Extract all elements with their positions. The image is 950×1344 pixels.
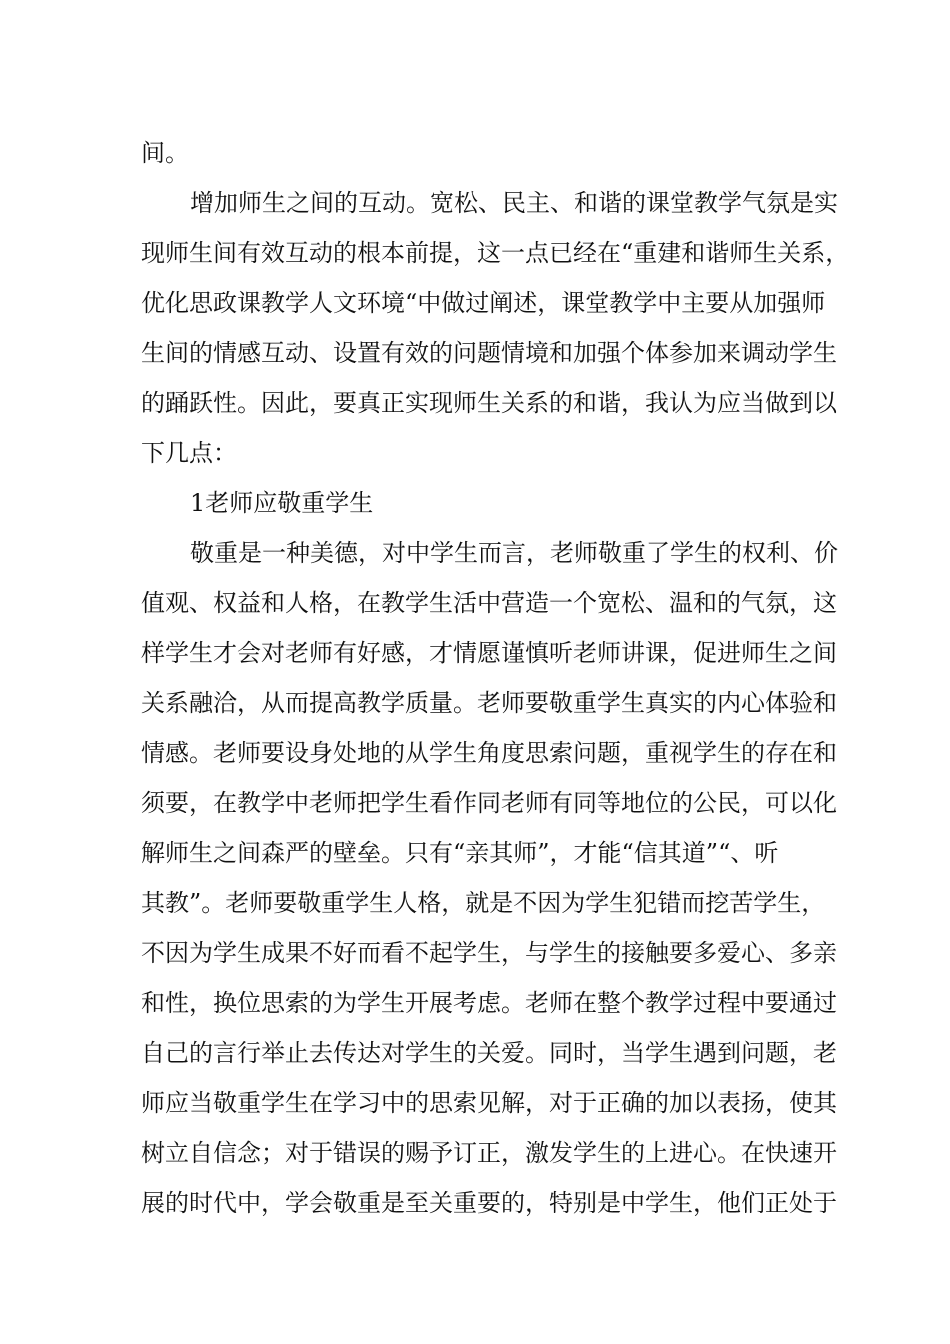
text-line: 现师生间有效互动的根本前提，这一点已经在“重建和谐师生关系， [141, 239, 850, 267]
text-line: 自己的言行举止去传达对学生的关爱。同时，当学生遇到问题，老 [141, 1039, 837, 1067]
text-line: 间。 [141, 139, 189, 167]
text-line: 增加师生之间的互动。宽松、民主、和谐的课堂教学气氛是实 [190, 189, 838, 217]
text-line: 和性，换位思索的为学生开展考虑。老师在整个教学过程中要通过 [141, 989, 837, 1017]
text-line: 师应当敬重学生在学习中的思索见解，对于正确的加以表扬，使其 [141, 1089, 837, 1117]
text-line: 样学生才会对老师有好感，才情愿谨慎听老师讲课，促进师生之间 [141, 639, 837, 667]
text-line: 关系融洽，从而提高教学质量。老师要敬重学生真实的内心体验和 [141, 689, 837, 717]
text-line: 须要，在教学中老师把学生看作同老师有同等地位的公民，可以化 [141, 789, 837, 817]
text-line: 展的时代中，学会敬重是至关重要的，特别是中学生，他们正处于 [141, 1189, 837, 1217]
text-line: 树立自信念；对于错误的赐予订正，激发学生的上进心。在快速开 [141, 1139, 837, 1167]
text-line: 敬重是一种美德，对中学生而言，老师敬重了学生的权利、价 [190, 539, 838, 567]
text-line: 值观、权益和人格，在教学生活中营造一个宽松、温和的气氛，这 [141, 589, 837, 617]
text-line: 不因为学生成果不好而看不起学生，与学生的接触要多爱心、多亲 [141, 939, 837, 967]
text-line: 其教”。老师要敬重学生人格，就是不因为学生犯错而挖苦学生， [141, 889, 826, 917]
text-line: 情感。老师要设身处地的从学生角度思索问题，重视学生的存在和 [141, 739, 837, 767]
section-heading: 1老师应敬重学生 [190, 489, 374, 517]
text-line: 优化思政课教学人文环境“中做过阐述，课堂教学中主要从加强师 [141, 289, 826, 317]
text-line: 生间的情感互动、设置有效的问题情境和加强个体参加来调动学生 [141, 339, 837, 367]
text-line: 下几点： [141, 439, 237, 467]
text-line: 的踊跃性。因此，要真正实现师生关系的和谐，我认为应当做到以 [141, 389, 837, 417]
text-line: 解师生之间森严的壁垒。只有“亲其师”，才能“信其道”“、听 [141, 839, 779, 867]
